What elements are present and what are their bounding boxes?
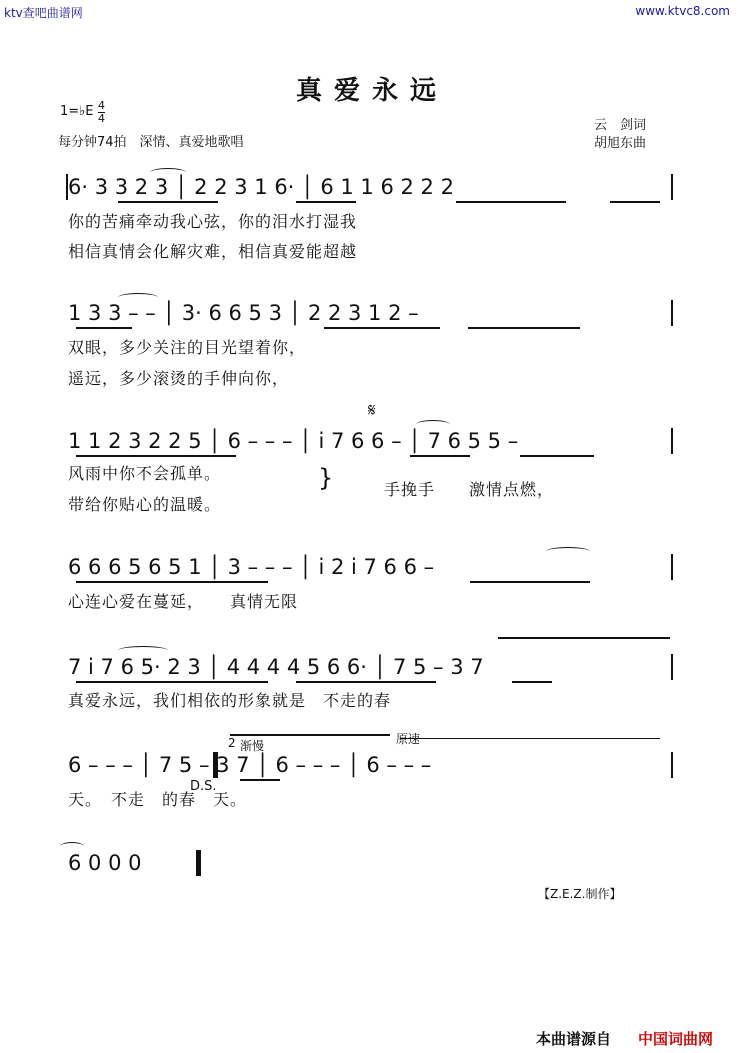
volta-bracket-2 [230,734,390,736]
composer-credit: 胡旭东曲 [594,136,647,151]
underline [76,455,236,457]
underline [410,455,470,457]
underline [296,681,436,683]
lyrics-line-5: 真爱永远，我们相依的形象就是 不走的春 [68,691,392,710]
lyrics-line-3b: 带给你贴心的温暖。 [68,495,222,514]
brace: } [318,464,334,492]
slur [118,646,168,655]
lyrics-line-1b: 相信真情会化解灾难，相信真爱能超越 [68,242,358,261]
lyrics-line-2a: 双眼，多少关注的目光望着你， [68,338,307,357]
slur [416,420,450,429]
lyricist-credit: 云 剑词 [594,118,647,133]
barline [671,174,673,200]
lyrics-line-4: 心连心爱在蔓延， 真情无限 [68,592,299,611]
time-signature [98,100,105,125]
site-watermark-right: www.ktvc8.com [635,4,730,18]
tie [60,842,84,851]
time-top: 4 [98,99,105,112]
slur [546,547,590,556]
volta-number: 2 [228,736,236,750]
da-segno-mark: D.S. [190,779,217,794]
underline [470,581,590,583]
segno-sign: 𝄋 [368,400,376,421]
underline [324,327,440,329]
lyrics-line-1a: 你的苦痛牵动我心弦，你的泪水打湿我 [68,212,358,231]
underline [76,327,132,329]
lyrics-line-3a: 风雨中你不会孤单。 [68,464,222,483]
notes-line-3: 1 1 2 3 2 2 5 │ 6 – – – │ i 7 6 6 – │ 7 6 5 5 – [68,429,519,453]
underline [512,681,552,683]
underline [240,779,280,781]
notes-line-1: 6· 3 3 2 3 │ 2 2 3 1 6· │ 6 1 1 6 2 2 2 [68,175,454,199]
site-watermark-left: ktv查吧曲谱网 [4,6,83,20]
final-barline [196,850,201,876]
underline [76,681,268,683]
notes-line-7: 6 0 0 0 [68,851,142,875]
tempo-marking: 每分钟74拍 深情、真爱地歌唱 [58,135,244,150]
underline [118,201,218,203]
a-tempo-mark: 原速 [396,732,421,746]
transcriber-credit: 【Z.E.Z.制作】 [538,887,622,901]
time-bottom: 4 [98,112,105,125]
slur [118,293,158,302]
underline [296,201,356,203]
volta-bracket [498,637,670,639]
lyrics-line-2b: 遥远，多少滚烫的手伸向你， [68,369,290,388]
notes-line-6: 6 – – – │ 7 5 – 3 7 │ 6 – – – │ 6 – – – [68,753,432,777]
song-title: 真爱永远 [295,76,448,106]
ritardando-mark: 渐慢 [240,739,265,753]
underline [610,201,660,203]
underline [76,581,268,583]
lyrics-line-6: 天。 不走 的春 天。 [68,790,248,809]
underline [456,201,566,203]
underline [468,327,580,329]
notes-line-4: 6 6 6 5 6 5 1 │ 3 – – – │ i 2 i 7 6 6 – [68,555,435,579]
key-signature: 1=♭E [60,104,94,119]
slur [150,168,186,177]
notes-line-5: 7 i 7 6 5· 2 3 │ 4 4 4 4 5 6 6· │ 7 5 – 3 7 [68,655,484,679]
notes-line-2: 1 3 3 – – │ 3· 6 6 5 3 │ 2 2 3 1 2 – [68,301,419,325]
tie [400,738,660,747]
source-site: 中国词曲网 [638,1030,714,1048]
underline [520,455,594,457]
source-label: 本曲谱源自 [536,1030,612,1048]
lyrics-line-3c: 手挽手 激情点燃， [384,480,555,499]
